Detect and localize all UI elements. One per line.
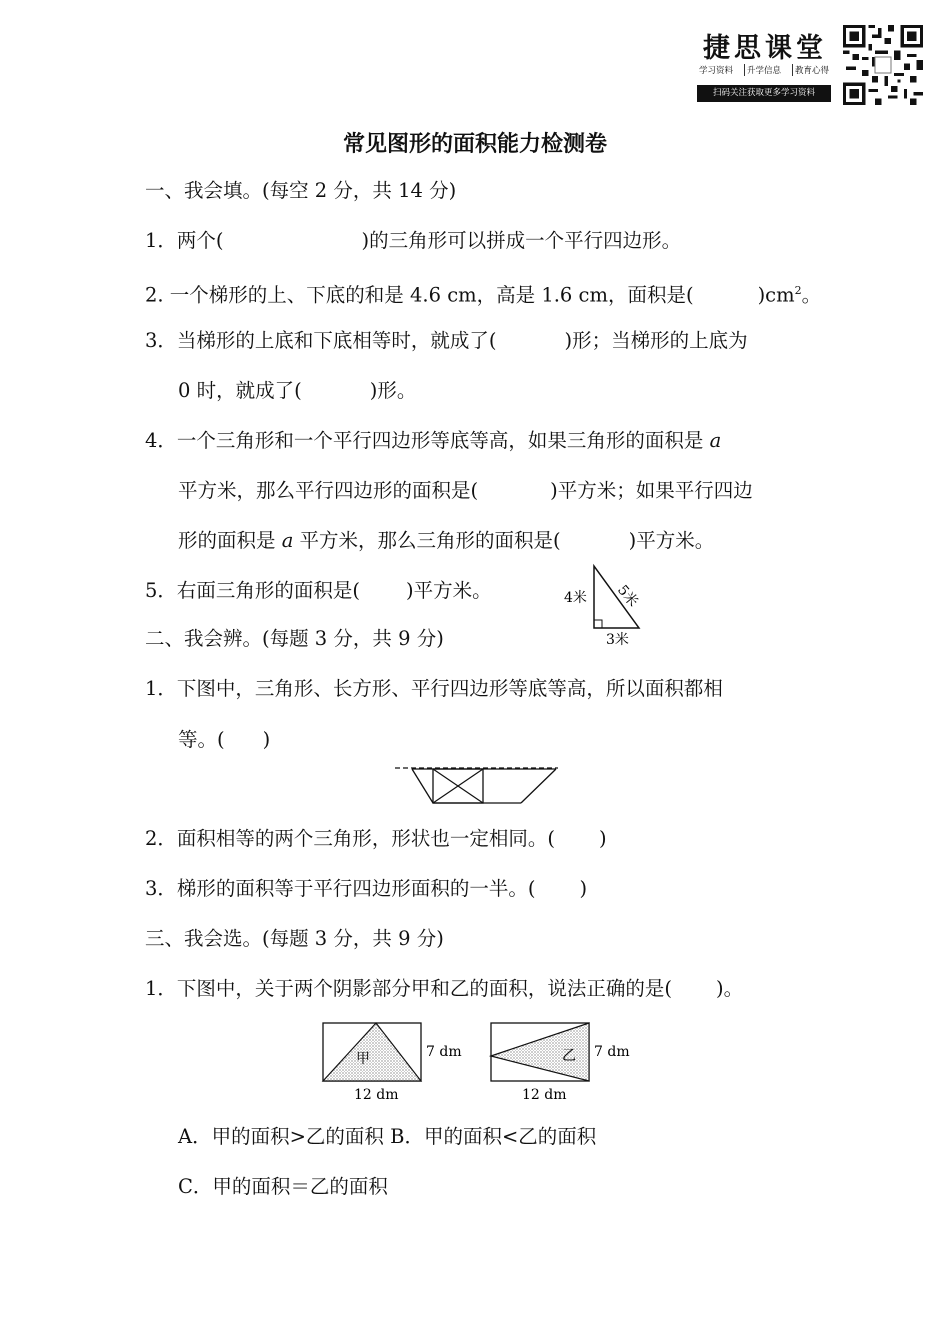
question-text: ) <box>599 827 607 850</box>
question-fill-4 <box>145 428 721 454</box>
section-heading: 一、我会填。(每空 2 分，共 14 分) <box>145 179 457 202</box>
question-text: 。 <box>801 283 822 307</box>
figure-yi <box>491 1023 630 1103</box>
label-yi: 乙 <box>562 1048 576 1064</box>
question-text: )cm <box>757 283 795 307</box>
question-text: 3．当梯形的上底和下底相等时，就成了( <box>145 329 497 352</box>
scan-banner: 扫码关注获取更多学习资料 <box>697 85 831 102</box>
question-fill-3 <box>145 328 748 354</box>
question-text: 1．两个( <box>145 229 224 252</box>
page-title: 常见图形的面积能力检测卷 <box>342 132 607 157</box>
question-text: 1．下图中，关于两个阴影部分甲和乙的面积，说法正确的是( <box>145 977 673 1000</box>
question-fill-4-cont2 <box>178 528 714 554</box>
question-text: )平方米。 <box>406 579 492 602</box>
variable: a <box>709 429 722 452</box>
choice-options-ab[interactable]: A．甲的面积>乙的面积 B．甲的面积<乙的面积 <box>178 1125 597 1148</box>
question-text: )平方米；如果平行四边 <box>550 479 753 502</box>
width-label: 12 dm <box>522 1087 567 1103</box>
question-fill-1 <box>145 228 681 254</box>
question-text: 2. 一个梯形的上、下底的和是 4.6 cm，高是 1.6 cm，面积是( <box>145 283 694 307</box>
side-label-hypotenuse: 5米 <box>614 582 642 611</box>
question-fill-4-cont <box>178 478 753 504</box>
question-judge-3 <box>145 876 587 902</box>
question-text: 2．面积相等的两个三角形，形状也一定相同。( <box>145 827 556 850</box>
brand-logo-text: 捷思课堂 <box>703 33 827 64</box>
width-label: 12 dm <box>354 1087 399 1103</box>
question-text: 平方米，那么平行四边形的面积是( <box>178 479 479 502</box>
question-text: )。 <box>716 977 744 1000</box>
label-jia: 甲 <box>356 1051 370 1067</box>
question-text: 4．一个三角形和一个平行四边形等底等高，如果三角形的面积是 <box>145 429 710 452</box>
section-heading: 二、我会辨。(每题 3 分，共 9 分) <box>145 627 444 650</box>
tag-item: 教育心得 <box>792 64 831 76</box>
question-judge-1: 1．下图中，三角形、长方形、平行四边形等底等高，所以面积都相 <box>145 677 723 700</box>
question-judge-1-cont <box>178 727 270 753</box>
qr-code-icon[interactable] <box>843 25 923 105</box>
choice-option-c[interactable]: C．甲的面积＝乙的面积 <box>178 1175 388 1198</box>
question-text: ) <box>262 728 271 751</box>
height-label: 7 dm <box>594 1044 630 1060</box>
question-fill-5 <box>145 578 492 604</box>
tag-item: 升学信息 <box>744 64 783 76</box>
question-judge-2 <box>145 826 607 852</box>
variable: a <box>281 529 294 552</box>
side-label-bottom: 3米 <box>606 632 629 648</box>
question-text: )平方米。 <box>628 529 715 552</box>
question-text: 5．右面三角形的面积是( <box>145 579 361 602</box>
question-text: )形。 <box>369 379 417 402</box>
section-heading: 三、我会选。(每题 3 分，共 9 分) <box>145 927 444 950</box>
tag-item: 学习资料 <box>699 66 734 76</box>
side-label-left: 4米 <box>564 590 587 606</box>
question-text: ) <box>579 877 588 900</box>
question-text: 形的面积是 <box>178 529 282 552</box>
question-text: 3．梯形的面积等于平行四边形面积的一半。( <box>145 877 536 900</box>
brand-tags <box>697 64 831 76</box>
question-fill-2 <box>145 278 821 309</box>
question-choice-1 <box>145 976 743 1002</box>
right-triangle-figure <box>560 558 650 648</box>
question-text: 平方米，那么三角形的面积是( <box>293 529 561 552</box>
question-fill-3-cont <box>178 378 416 404</box>
question-text: )形；当梯形的上底为 <box>564 329 748 352</box>
question-text: )的三角形可以拼成一个平行四边形。 <box>361 229 682 252</box>
shaded-area-figures <box>318 1018 638 1106</box>
question-text: 0 时，就成了( <box>178 379 302 402</box>
equal-base-shapes-figure <box>393 763 563 809</box>
figure-jia <box>323 1023 462 1103</box>
height-label: 7 dm <box>426 1044 462 1060</box>
unit-superscript: 2 <box>794 284 802 297</box>
question-text: 等。( <box>178 728 225 751</box>
